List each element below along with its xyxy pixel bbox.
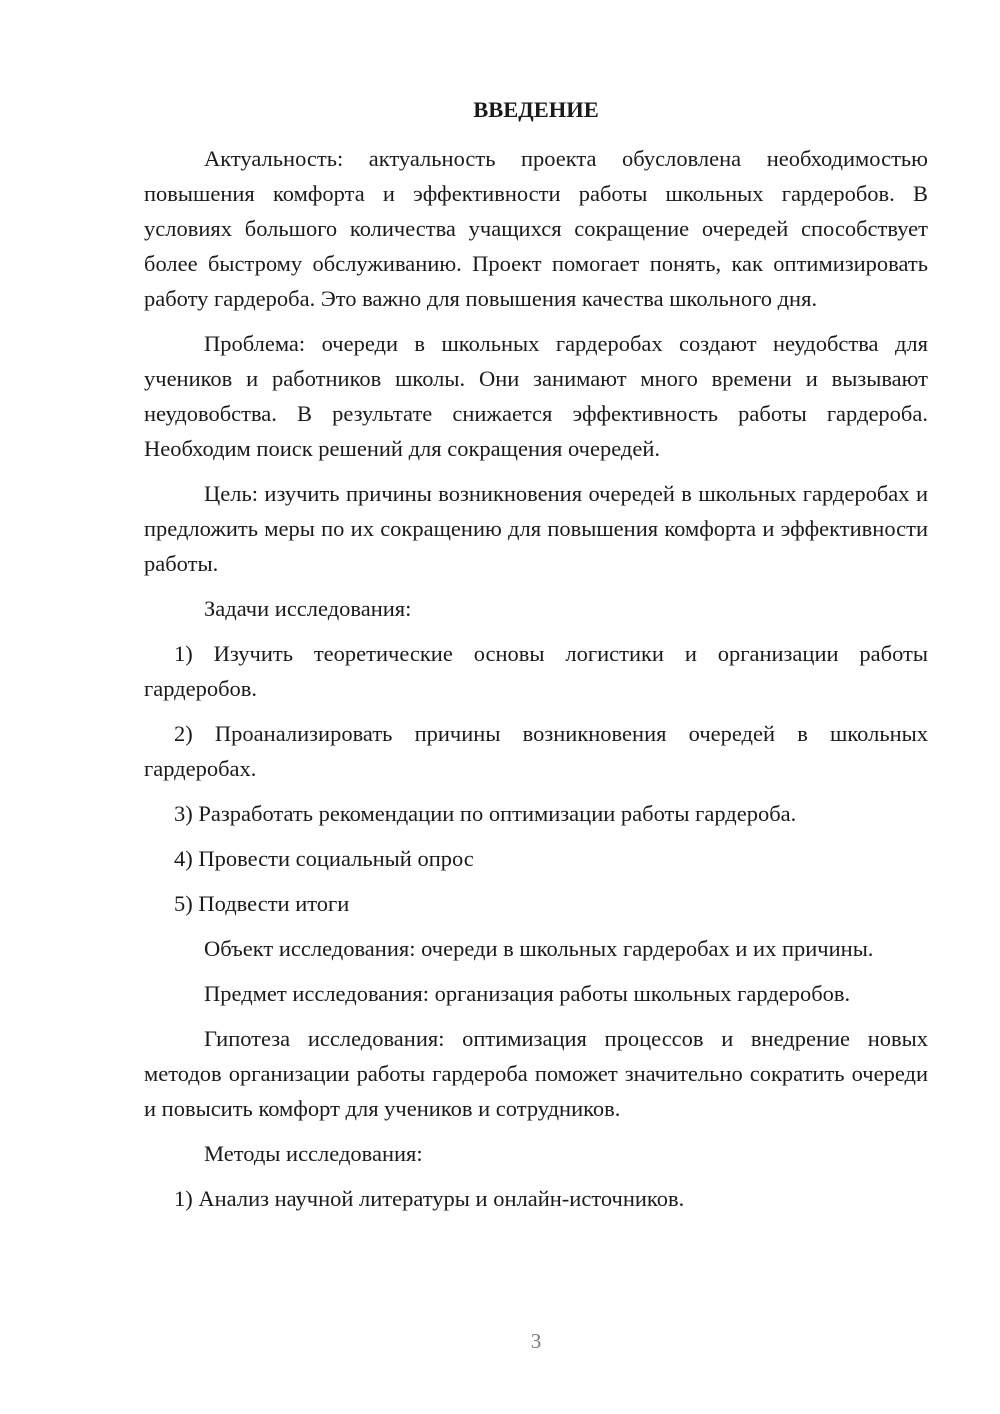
paragraph-object: Объект исследования: очереди в школьных гардеробах и их причины. bbox=[204, 936, 874, 961]
paragraph-hypothesis: Гипотеза исследования: оптимизация процессов и внедрение новых методов организации работы гардероба поможет значительно сократить очереди и повысить комфорт для учеников и сотрудников. bbox=[144, 1026, 928, 1121]
page-title: ВВЕДЕНИЕ bbox=[473, 97, 599, 122]
task-item-1: 1) Изучить теоретические основы логистики и организации работы гардеробов. bbox=[144, 641, 928, 701]
page-number: 3 bbox=[530, 1329, 542, 1353]
document-body bbox=[144, 141, 928, 1226]
paragraph-goal: Цель: изучить причины возникновения очередей в школьных гардеробах и предложить меры по их сокращению для повышения комфорта и эффективности работы. bbox=[144, 481, 928, 576]
task-item-5: 5) Подвести итоги bbox=[174, 891, 350, 916]
paragraph-relevance: Актуальность: актуальность проекта обусловлена необходимостью повышения комфорта и эффективности работы школьных гардеробов. В условиях большого количества учащихся сокращение очередей способствует более быстрому обслуживанию. Проект помогает понять, как оптимизировать работу гардероба. Это важно для повышения качества школьного дня. bbox=[144, 146, 928, 311]
method-item-1: 1) Анализ научной литературы и онлайн-источников. bbox=[174, 1186, 685, 1211]
task-item-4: 4) Провести социальный опрос bbox=[174, 846, 474, 871]
paragraph-subject: Предмет исследования: организация работы школьных гардеробов. bbox=[204, 981, 851, 1006]
task-item-3: 3) Разработать рекомендации по оптимизации работы гардероба. bbox=[174, 801, 797, 826]
heading-tasks: Задачи исследования: bbox=[204, 596, 412, 621]
heading-methods: Методы исследования: bbox=[204, 1141, 423, 1166]
task-item-2: 2) Проанализировать причины возникновения очередей в школьных гардеробах. bbox=[144, 721, 928, 781]
paragraph-problem: Проблема: очереди в школьных гардеробах создают неудобства для учеников и работников школы. Они занимают много времени и вызывают неудовобства. В результате снижается эффективность работы гардероба. Необходим поиск решений для сокращения очередей. bbox=[144, 331, 928, 461]
